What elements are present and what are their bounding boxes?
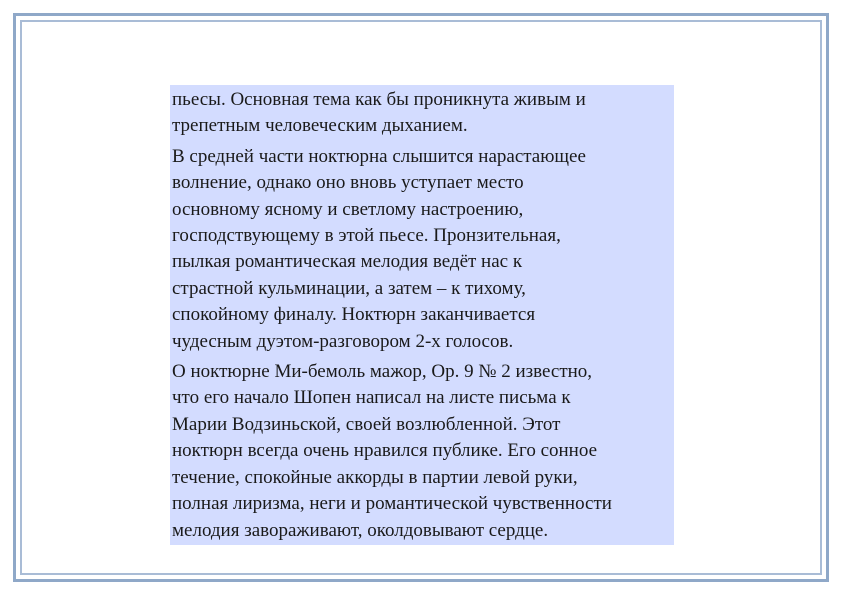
- text-line: Марии Водзиньской, своей возлюбленной. Этот: [172, 413, 561, 435]
- text-line: чудесным дуэтом-разговором 2-х голосов.: [172, 330, 514, 352]
- text-line: страстной кульминации, а затем – к тихому,: [172, 277, 526, 299]
- paragraph-3: [172, 359, 672, 544]
- text-line: трепетным человеческим дыханием.: [172, 115, 468, 137]
- text-line: течение, спокойные аккорды в партии левой руки,: [172, 466, 578, 488]
- text-line: ноктюрн всегда очень нравился публике. Его сонное: [172, 440, 598, 462]
- text-box: [170, 85, 674, 545]
- paragraph-2: [172, 144, 672, 355]
- text-line: волнение, однако оно вновь уступает место: [172, 172, 524, 194]
- text-line: спокойному финалу. Ноктюрн заканчивается: [172, 304, 536, 326]
- text-line: пылкая романтическая мелодия ведёт нас к: [172, 251, 523, 273]
- text-line: В средней части ноктюрна слышится нарастающее: [172, 145, 586, 167]
- text-line: основному ясному и светлому настроению,: [172, 198, 524, 220]
- text-line: пьесы. Основная тема как бы проникнута живым и: [172, 89, 586, 110]
- text-line: полная лиризма, неги и романтической чувственности: [172, 493, 612, 515]
- text-line: О ноктюрне Ми-бемоль мажор, Op. 9 № 2 известно,: [172, 361, 593, 383]
- text-line: мелодия завораживают, околдовывают сердце.: [172, 519, 549, 541]
- text-line: что его начало Шопен написал на листе письма к: [172, 387, 571, 409]
- paragraph-1: [172, 87, 672, 140]
- text-line: господствующему в этой пьесе. Пронзительная,: [172, 225, 561, 247]
